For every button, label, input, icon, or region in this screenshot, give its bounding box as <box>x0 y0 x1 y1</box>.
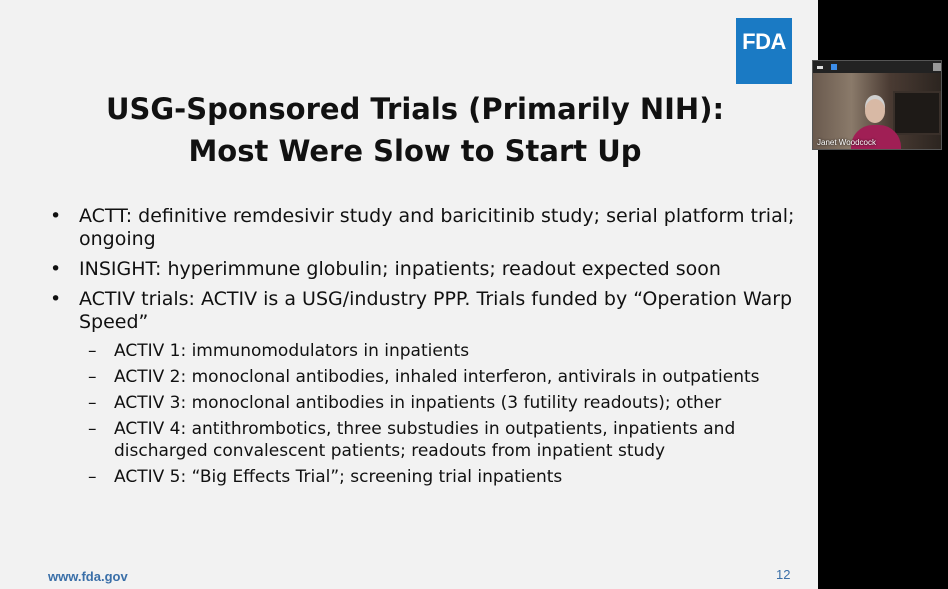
bullet-text: ACTT: definitive remdesivir study and baricitinib study; serial platform trial; ongoing <box>79 205 795 250</box>
background-shelf <box>893 91 941 135</box>
fda-logo: FDA <box>736 18 792 84</box>
bullet-item <box>50 258 800 281</box>
page-number: 12 <box>776 567 791 582</box>
bullet-item <box>50 288 800 334</box>
dash-glyph: – <box>88 467 97 487</box>
video-tile-toolbar <box>813 61 942 73</box>
bullet-glyph: • <box>50 288 62 310</box>
sub-bullet-text: ACTIV 1: immunomodulators in inpatients <box>114 341 470 361</box>
footer-url[interactable]: www.fda.gov <box>48 569 128 584</box>
sub-bullet-item <box>50 466 800 488</box>
dash-glyph: – <box>88 393 97 413</box>
dash-glyph: – <box>88 419 97 439</box>
sub-bullet-item <box>50 392 800 414</box>
sub-bullet-list <box>50 340 800 488</box>
dash-glyph: – <box>88 367 97 387</box>
slide-title-line-2: Most Were Slow to Start Up <box>188 134 642 168</box>
sub-bullet-item <box>50 340 800 362</box>
sub-bullet-item <box>50 366 800 388</box>
sub-bullet-item <box>50 418 800 462</box>
sub-bullet-text: ACTIV 2: monoclonal antibodies, inhaled interferon, antivirals in outpatients <box>114 367 760 387</box>
dash-glyph: – <box>88 341 97 361</box>
bullet-glyph: • <box>50 258 62 280</box>
bullet-text: ACTIV trials: ACTIV is a USG/industry PPP. Trials funded by “Operation Warp Speed” <box>79 288 793 333</box>
close-icon[interactable] <box>933 63 941 71</box>
bullet-text: INSIGHT: hyperimmune globulin; inpatients; readout expected soon <box>79 258 721 280</box>
sub-bullet-text: ACTIV 5: “Big Effects Trial”; screening trial inpatients <box>114 467 563 487</box>
bullet-glyph: • <box>50 205 62 227</box>
layout-icon[interactable] <box>831 64 837 70</box>
participant-video-tile[interactable] <box>812 60 942 150</box>
slide-title-line-1: USG-Sponsored Trials (Primarily NIH): <box>105 92 725 126</box>
bullet-list <box>50 205 800 492</box>
sub-bullet-text: ACTIV 4: antithrombotics, three substudies in outpatients, inpatients and discharged convalescent patients; readouts from inpatient study <box>114 419 736 461</box>
participant-head <box>865 99 885 123</box>
participant-name-label: Janet Woodcock <box>817 138 876 147</box>
sub-bullet-text: ACTIV 3: monoclonal antibodies in inpatients (3 futility readouts); other <box>114 393 722 413</box>
slide-title <box>60 88 770 172</box>
minimize-icon[interactable] <box>817 66 823 69</box>
bullet-item <box>50 205 800 251</box>
